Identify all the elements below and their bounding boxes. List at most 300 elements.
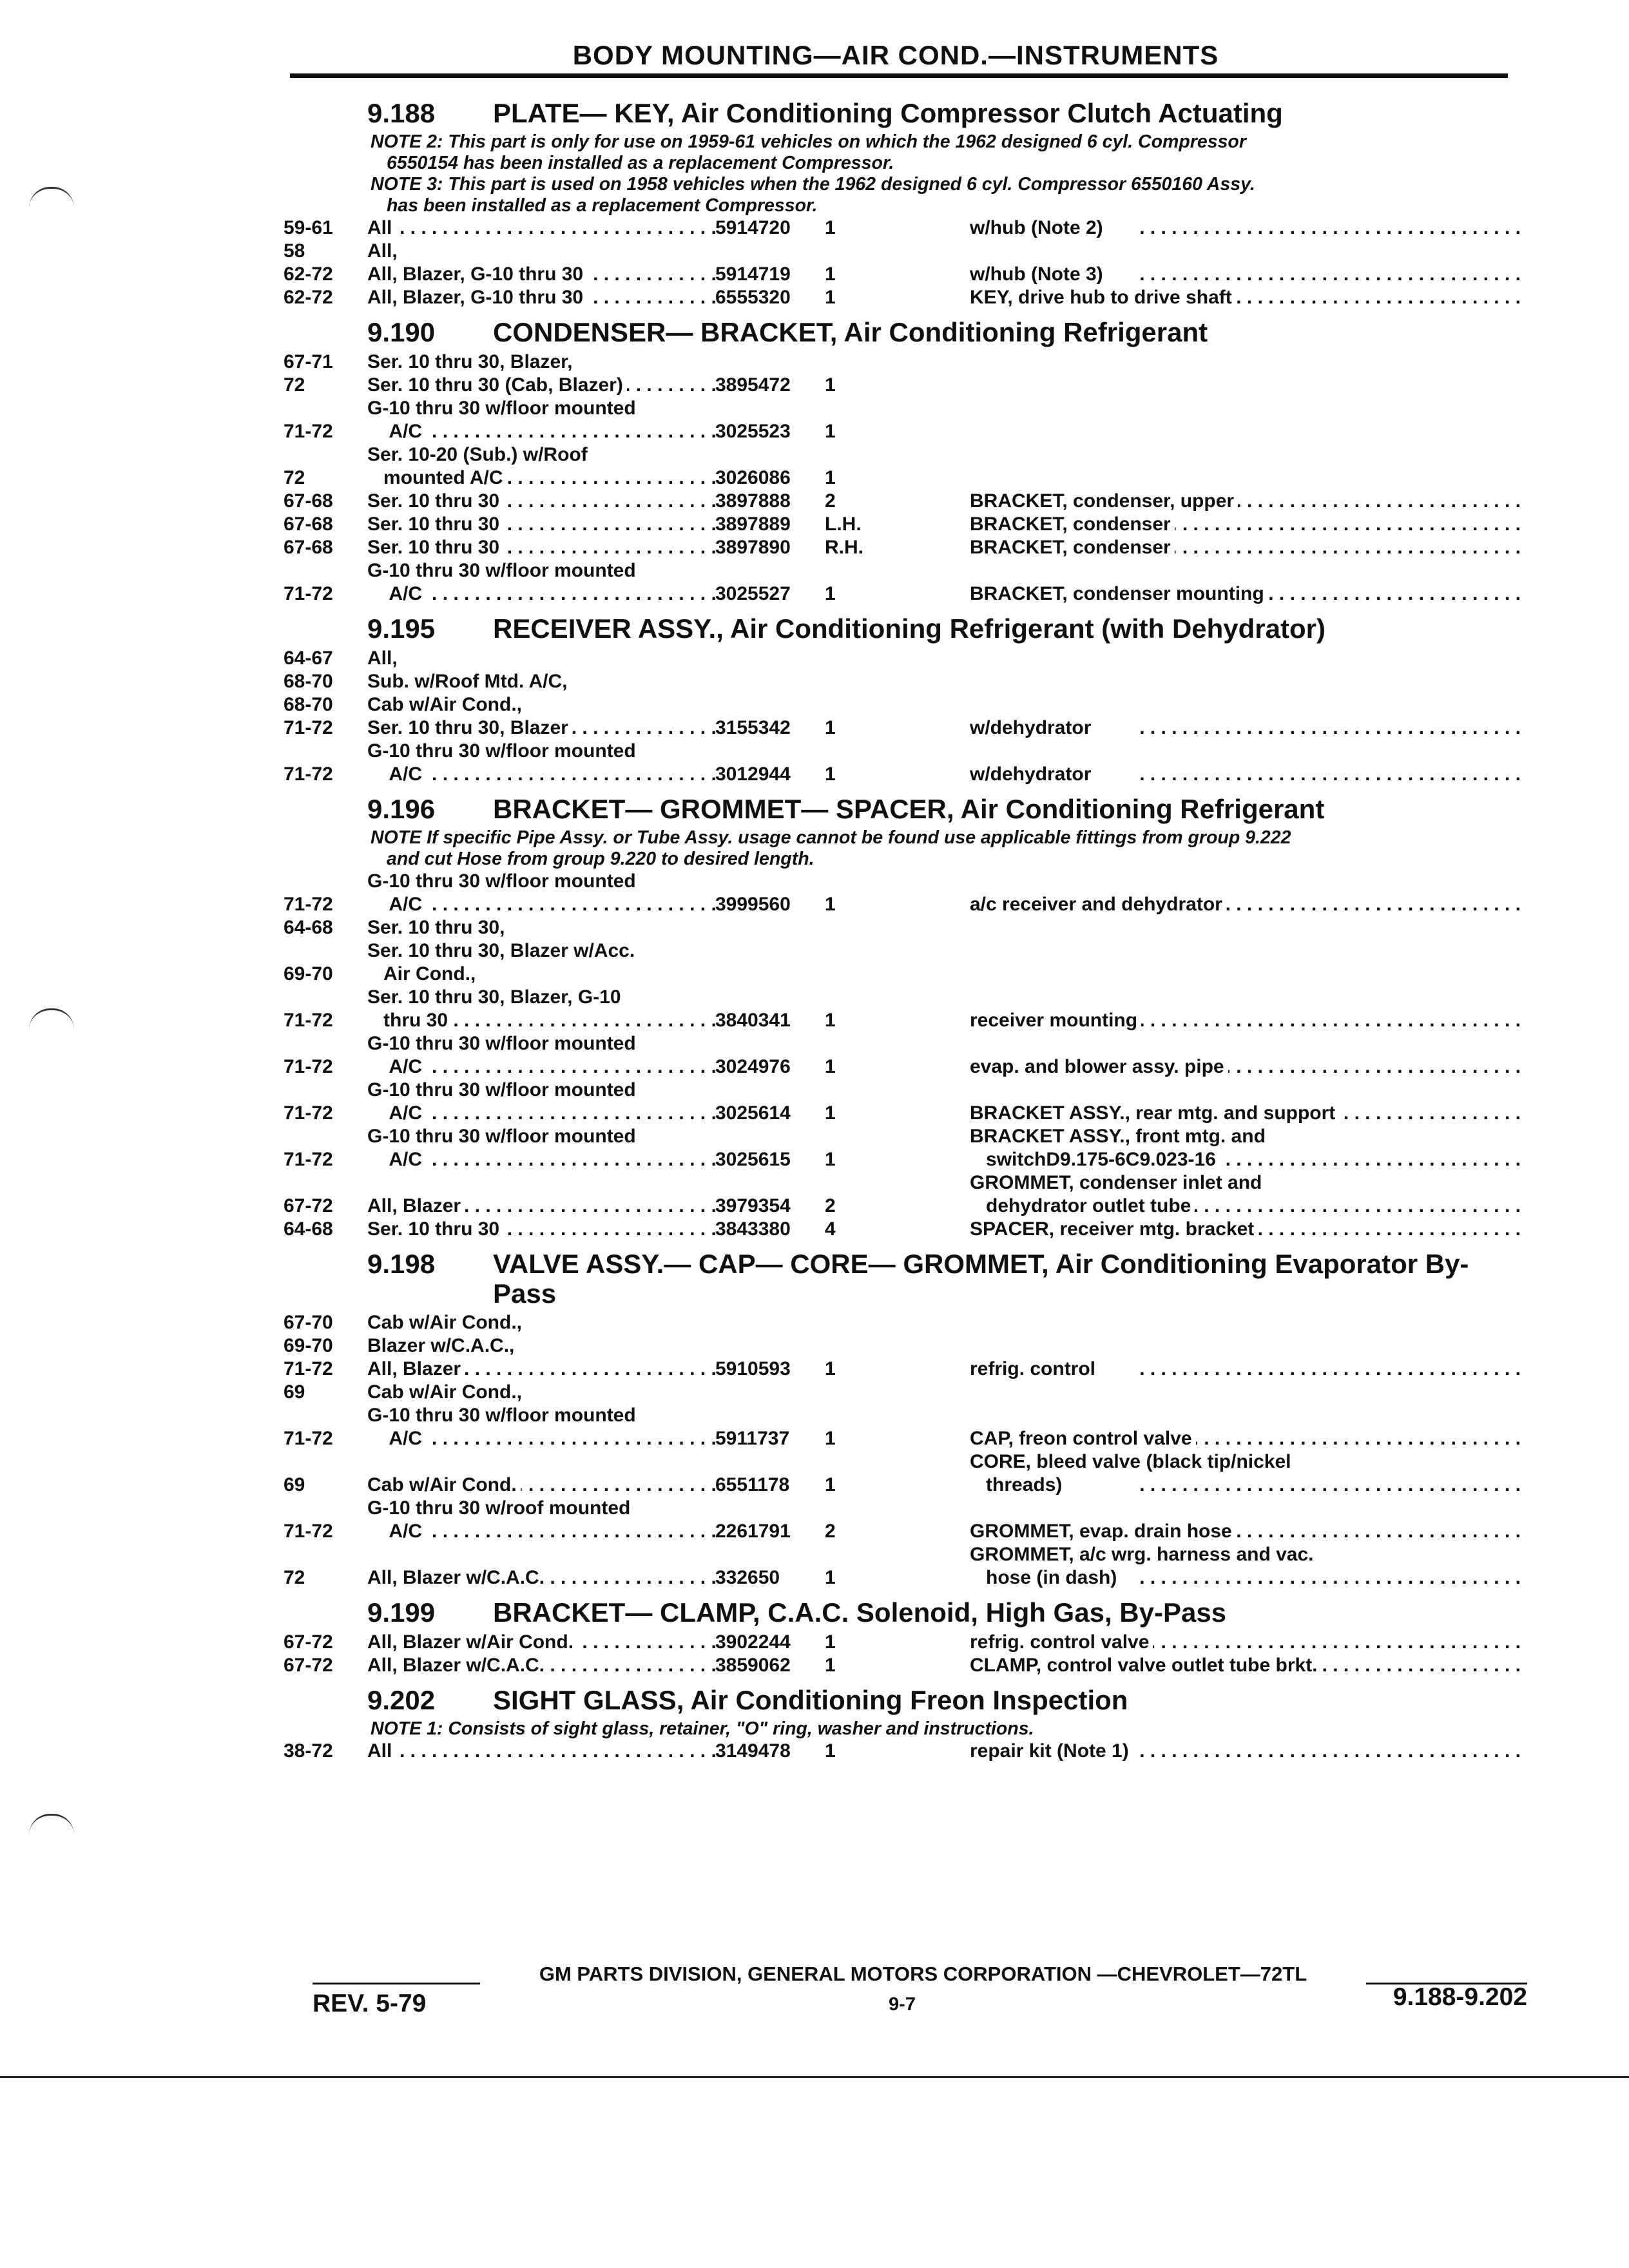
application (367, 1311, 715, 1334)
model-years: 67-72 (284, 1631, 333, 1653)
description-text: BRACKET ASSY., rear mtg. and support (970, 1102, 1339, 1124)
quantity: 1 (825, 764, 836, 785)
description (970, 490, 1521, 513)
description-text: BRACKET, condenser (970, 514, 1175, 535)
model-years: 71-72 (284, 1149, 333, 1170)
description (970, 216, 1521, 240)
section-number: 9.198 (367, 1249, 436, 1279)
model-years: 71-72 (284, 1521, 333, 1542)
description-text: CLAMP, control valve outlet tube brkt. (970, 1655, 1322, 1676)
application-text: All, Blazer, G-10 thru 30 (367, 287, 587, 308)
description (970, 963, 1521, 986)
application (367, 216, 715, 240)
application-text: Cab w/Air Cond., (367, 694, 526, 715)
application-text: All, Blazer w/Air Cond. (367, 1631, 577, 1653)
application-text: All, (367, 240, 401, 262)
description (970, 240, 1521, 263)
application (367, 397, 715, 443)
description-text: evap. and blower assy. pipe (970, 1056, 1228, 1077)
parts-row (284, 1311, 1521, 1334)
application-text: All (367, 217, 396, 238)
section-heading (284, 613, 1521, 644)
model-years: 68-70 (284, 694, 333, 715)
section-number: 9.188 (367, 98, 436, 128)
description (970, 582, 1521, 606)
application-text: Ser. 10 thru 30 (367, 1218, 503, 1240)
section (284, 1597, 1521, 1677)
description (970, 893, 1521, 916)
model-years: 67-71 (284, 351, 333, 372)
application (367, 351, 715, 374)
model-years: 67-68 (284, 514, 333, 535)
description-text: BRACKET, condenser mounting (970, 583, 1268, 604)
model-years: 58 (284, 240, 305, 262)
part-number: 6551178 (715, 1474, 790, 1495)
application-text: G-10 thru 30 w/floor mounted A/C (367, 1033, 636, 1077)
description (970, 1381, 1521, 1404)
quantity: 1 (825, 287, 836, 308)
description (970, 1334, 1521, 1358)
description (970, 916, 1521, 939)
description (970, 1125, 1521, 1171)
application (367, 693, 715, 716)
parts-row (284, 1079, 1521, 1125)
application (367, 1404, 715, 1450)
application (367, 263, 715, 286)
description-text: receiver mounting (970, 1010, 1141, 1031)
quantity: 1 (825, 264, 836, 285)
header-rule (290, 73, 1508, 78)
application (367, 939, 715, 986)
description (970, 513, 1521, 536)
description-text: GROMMET, condenser inlet and dehydrator outlet tube (970, 1172, 1262, 1216)
section-title: BRACKET— GROMMET— SPACER, Air Conditioning Refrigerant (493, 794, 1325, 824)
application-text: Ser. 10 thru 30 (367, 514, 503, 535)
quantity: 1 (825, 421, 836, 442)
parts-row (284, 263, 1521, 286)
description (970, 763, 1521, 786)
parts-row (284, 1381, 1521, 1404)
quantity: 1 (825, 1010, 836, 1031)
description (970, 1631, 1521, 1654)
part-number: 3025614 (715, 1102, 791, 1124)
description-text (970, 374, 974, 396)
description-text (970, 1381, 974, 1403)
model-years: 72 (284, 1567, 305, 1588)
part-number: 5914720 (715, 217, 791, 238)
footer-page-number: 9-7 (889, 1994, 916, 2015)
description-text (970, 917, 974, 938)
description (970, 1009, 1521, 1032)
part-number: 3859062 (715, 1655, 791, 1676)
application (367, 374, 715, 397)
part-number: 3979354 (715, 1195, 791, 1216)
description (970, 1311, 1521, 1334)
section-heading (284, 1685, 1521, 1716)
application-text: All, Blazer, G-10 thru 30 (367, 264, 587, 285)
application (367, 647, 715, 670)
quantity: 2 (825, 1195, 836, 1216)
parts-row (284, 374, 1521, 397)
section-title: PLATE— KEY, Air Conditioning Compressor Clutch Actuating (493, 98, 1283, 128)
parts-row (284, 216, 1521, 240)
description-text (970, 963, 974, 985)
model-years: 71-72 (284, 717, 333, 738)
quantity: 2 (825, 490, 836, 512)
section-number: 9.199 (367, 1597, 436, 1628)
parts-row (284, 670, 1521, 693)
description-text (970, 694, 974, 715)
quantity: 1 (825, 217, 836, 238)
section-title: RECEIVER ASSY., Air Conditioning Refrigerant (with Dehydrator) (493, 613, 1325, 644)
application (367, 670, 715, 693)
margin-mark (29, 1814, 74, 1835)
model-years: 69-70 (284, 1335, 333, 1356)
parts-row (284, 559, 1521, 606)
description-text: BRACKET, condenser, upper (970, 490, 1238, 512)
part-number: 5914719 (715, 264, 791, 285)
parts-row (284, 1358, 1521, 1381)
description-text: BRACKET ASSY., front mtg. and switchD9.175-6C9.023-16 (970, 1126, 1266, 1170)
model-years: 71-72 (284, 421, 333, 442)
margin-mark (29, 187, 74, 208)
application-text: Sub. w/Roof Mtd. A/C, (367, 671, 572, 692)
section-heading (284, 98, 1521, 129)
description (970, 286, 1521, 309)
model-years: 69 (284, 1381, 305, 1403)
description-text: a/c receiver and dehydrator (970, 894, 1226, 915)
model-years: 62-72 (284, 287, 333, 308)
application (367, 1218, 715, 1241)
description-text (970, 467, 974, 488)
application-text: Cab w/Air Cond., (367, 1381, 526, 1403)
description-text (970, 351, 974, 372)
quantity: 1 (825, 374, 836, 396)
parts-listing (284, 90, 1521, 1763)
model-years: 67-68 (284, 537, 333, 558)
application (367, 1358, 715, 1381)
part-number: 3025527 (715, 583, 791, 604)
parts-row (284, 1450, 1521, 1497)
model-years: 71-72 (284, 583, 333, 604)
quantity: 1 (825, 1102, 836, 1124)
quantity: 1 (825, 1740, 836, 1762)
quantity: 1 (825, 1631, 836, 1653)
parts-row (284, 1631, 1521, 1654)
parts-row (284, 693, 1521, 716)
section-title: CONDENSER— BRACKET, Air Conditioning Refrigerant (493, 317, 1208, 347)
quantity: 4 (825, 1218, 836, 1240)
description-text: KEY, drive hub to drive shaft (970, 287, 1236, 308)
parts-row (284, 1125, 1521, 1171)
model-years: 71-72 (284, 764, 333, 785)
application (367, 1497, 715, 1543)
part-number: 3999560 (715, 894, 791, 915)
parts-row (284, 443, 1521, 490)
section-number: 9.196 (367, 794, 436, 824)
parts-row (284, 1334, 1521, 1358)
part-number: 3902244 (715, 1631, 791, 1653)
parts-row (284, 647, 1521, 670)
quantity: 1 (825, 1149, 836, 1170)
quantity: 1 (825, 1655, 836, 1676)
description-text: SPACER, receiver mtg. bracket (970, 1218, 1258, 1240)
model-years: 71-72 (284, 1056, 333, 1077)
description-text (970, 671, 974, 692)
application (367, 1654, 715, 1677)
application (367, 740, 715, 786)
application-text: G-10 thru 30 w/floor mounted A/C (367, 560, 636, 604)
part-number: 3024976 (715, 1056, 791, 1077)
application (367, 1334, 715, 1358)
parts-row (284, 286, 1521, 309)
description (970, 1543, 1521, 1590)
footer-group-range: 9.188-9.202 (1393, 1983, 1527, 2011)
model-years: 67-72 (284, 1655, 333, 1676)
application-text: All, Blazer w/C.A.C. (367, 1655, 548, 1676)
description-text: CAP, freon control valve (970, 1428, 1196, 1449)
footer-revision: REV. 5-79 (313, 1990, 427, 2017)
application (367, 1631, 715, 1654)
footer-rule-left (313, 1983, 480, 1984)
section-note: 6550154 has been installed as a replacement Compressor. (387, 153, 894, 173)
application (367, 870, 715, 916)
application-text: Ser. 10 thru 30, Blazer (367, 717, 572, 738)
parts-row (284, 1404, 1521, 1450)
model-years: 71-72 (284, 894, 333, 915)
parts-row (284, 1032, 1521, 1079)
part-number: 3026086 (715, 467, 791, 488)
section-note: NOTE 1: Consists of sight glass, retainer, "O" ring, washer and instructions. (371, 1718, 1034, 1739)
parts-row (284, 716, 1521, 740)
model-years: 72 (284, 374, 305, 396)
application (367, 1032, 715, 1079)
application (367, 986, 715, 1032)
section-number: 9.190 (367, 317, 436, 347)
description (970, 1055, 1521, 1079)
application (367, 286, 715, 309)
section-heading (284, 317, 1521, 348)
parts-row (284, 939, 1521, 986)
application (367, 443, 715, 490)
description-text: w/dehydrator (970, 764, 1095, 785)
application-text: Cab w/Air Cond., (367, 1312, 526, 1333)
parts-row (284, 986, 1521, 1032)
description-text (970, 1335, 974, 1356)
application-text: Ser. 10-20 (Sub.) w/Roof mounted A/C (367, 444, 588, 488)
application-text: All, Blazer w/C.A.C. (367, 1567, 548, 1588)
quantity: 1 (825, 1474, 836, 1495)
application (367, 490, 715, 513)
part-number: 6555320 (715, 287, 791, 308)
model-years: 67-72 (284, 1195, 333, 1216)
section-heading (284, 1249, 1521, 1309)
description-text: w/dehydrator (970, 717, 1095, 738)
parts-row (284, 240, 1521, 263)
parts-row (284, 1654, 1521, 1677)
application-text: G-10 thru 30 w/floor mounted A/C (367, 740, 636, 785)
section (284, 1685, 1521, 1763)
description-text (970, 421, 974, 442)
section-title: SIGHT GLASS, Air Conditioning Freon Inspection (493, 1685, 1128, 1715)
application-text: G-10 thru 30 w/floor mounted A/C (367, 398, 636, 442)
application-text: Ser. 10 thru 30, (367, 917, 508, 938)
application-text: All, (367, 648, 401, 669)
section-heading (284, 1597, 1521, 1628)
part-number: 3843380 (715, 1218, 791, 1240)
application-text: Ser. 10 thru 30, Blazer, (367, 351, 577, 372)
section-heading (284, 794, 1521, 825)
quantity: 1 (825, 1358, 836, 1379)
description (970, 1102, 1521, 1125)
description-text: w/hub (Note 3) (970, 264, 1107, 285)
description (970, 1171, 1521, 1218)
description (970, 466, 1521, 490)
model-years: 71-72 (284, 1010, 333, 1031)
application-text: G-10 thru 30 w/floor mounted A/C (367, 1079, 636, 1124)
quantity: 1 (825, 1567, 836, 1588)
description (970, 693, 1521, 716)
quantity: 2 (825, 1521, 836, 1542)
application (367, 536, 715, 559)
description (970, 647, 1521, 670)
part-number: 332650 (715, 1567, 780, 1588)
model-years: 59-61 (284, 217, 333, 238)
parts-row (284, 1218, 1521, 1241)
parts-row (284, 740, 1521, 786)
application (367, 1079, 715, 1125)
description (970, 1218, 1521, 1241)
model-years: 62-72 (284, 264, 333, 285)
model-years: 38-72 (284, 1740, 333, 1762)
description (970, 716, 1521, 740)
description-text: BRACKET, condenser (970, 537, 1175, 558)
description-text: refrig. control (970, 1358, 1099, 1379)
parts-row (284, 536, 1521, 559)
quantity: 1 (825, 1056, 836, 1077)
section-title: VALVE ASSY.— CAP— CORE— GROMMET, Air Conditioning Evaporator By-Pass (493, 1249, 1469, 1309)
application-text: Blazer w/C.A.C., (367, 1335, 518, 1356)
description (970, 420, 1521, 443)
quantity: 1 (825, 583, 836, 604)
description (970, 1740, 1521, 1763)
description-text (970, 240, 974, 262)
application (367, 559, 715, 606)
part-number: 3155342 (715, 717, 791, 738)
model-years: 71-72 (284, 1428, 333, 1449)
part-number: 5911737 (715, 1428, 790, 1449)
part-number: 3897889 (715, 514, 791, 535)
description (970, 1520, 1521, 1543)
part-number: 3897890 (715, 537, 791, 558)
application-text: G-10 thru 30 w/floor mounted A/C (367, 1126, 636, 1170)
description-text (970, 648, 974, 669)
model-years: 69 (284, 1474, 305, 1495)
section-number: 9.202 (367, 1685, 436, 1715)
part-number: 3025615 (715, 1149, 791, 1170)
description-text: CORE, bleed valve (black tip/nickel threads) (970, 1451, 1291, 1495)
application-text: G-10 thru 30 w/floor mounted A/C (367, 870, 636, 915)
model-years: 64-68 (284, 1218, 333, 1240)
description (970, 670, 1521, 693)
description (970, 1358, 1521, 1381)
application (367, 1125, 715, 1171)
section (284, 613, 1521, 786)
quantity: 1 (825, 1428, 836, 1449)
model-years: 67-68 (284, 490, 333, 512)
description (970, 1450, 1521, 1497)
quantity: 1 (825, 717, 836, 738)
description (970, 536, 1521, 559)
part-number: 3025523 (715, 421, 791, 442)
application (367, 1195, 715, 1218)
part-number: 3840341 (715, 1010, 791, 1031)
part-number: 3149478 (715, 1740, 791, 1762)
description-text: GROMMET, a/c wrg. harness and vac. hose (in dash) (970, 1544, 1314, 1588)
part-number: 3897888 (715, 490, 791, 512)
parts-row (284, 1543, 1521, 1590)
quantity: 1 (825, 467, 836, 488)
section-note: NOTE 3: This part is used on 1958 vehicles when the 1962 designed 6 cyl. Compressor 6550160 Assy. (371, 174, 1255, 195)
application (367, 916, 715, 939)
section-note: and cut Hose from group 9.220 to desired length. (387, 849, 815, 869)
quantity: 1 (825, 894, 836, 915)
application (367, 1381, 715, 1404)
parts-row (284, 870, 1521, 916)
description (970, 1654, 1521, 1677)
quantity: R.H. (825, 537, 863, 558)
application-text: Ser. 10 thru 30 (Cab, Blazer) (367, 374, 627, 396)
parts-row (284, 1497, 1521, 1543)
description (970, 351, 1521, 374)
part-number: 5910593 (715, 1358, 791, 1379)
parts-row (284, 513, 1521, 536)
description-text: repair kit (Note 1) (970, 1740, 1133, 1762)
description (970, 374, 1521, 397)
parts-row (284, 397, 1521, 443)
model-years: 64-67 (284, 648, 333, 669)
section (284, 1249, 1521, 1590)
page-bottom-rule (0, 2076, 1629, 2078)
quantity: L.H. (825, 514, 862, 535)
section (284, 794, 1521, 1241)
application (367, 513, 715, 536)
parts-row (284, 1740, 1521, 1763)
description-text: GROMMET, evap. drain hose (970, 1521, 1236, 1542)
description (970, 263, 1521, 286)
application-text: All, Blazer (367, 1358, 465, 1379)
section-note: NOTE 2: This part is only for use on 1959-61 vehicles on which the 1962 designed 6 cyl. Compressor (371, 131, 1246, 152)
part-number: 3012944 (715, 764, 791, 785)
application (367, 240, 715, 263)
application-text: Cab w/Air Cond. (367, 1474, 521, 1495)
margin-mark (29, 1008, 74, 1030)
footer-publisher: GM PARTS DIVISION, GENERAL MOTORS CORPORATION —CHEVROLET—72TL (539, 1963, 1307, 1985)
description-text: w/hub (Note 2) (970, 217, 1107, 238)
part-number: 3895472 (715, 374, 791, 396)
model-years: 71-72 (284, 1102, 333, 1124)
application (367, 1474, 715, 1497)
section-title: BRACKET— CLAMP, C.A.C. Solenoid, High Gas, By-Pass (493, 1597, 1227, 1628)
model-years: 64-68 (284, 917, 333, 938)
section-number: 9.195 (367, 613, 436, 644)
part-number: 2261791 (715, 1521, 791, 1542)
model-years: 71-72 (284, 1358, 333, 1379)
parts-row (284, 351, 1521, 374)
description-text (970, 1312, 974, 1333)
model-years: 67-70 (284, 1312, 333, 1333)
section-note: has been installed as a replacement Compressor. (387, 195, 818, 216)
